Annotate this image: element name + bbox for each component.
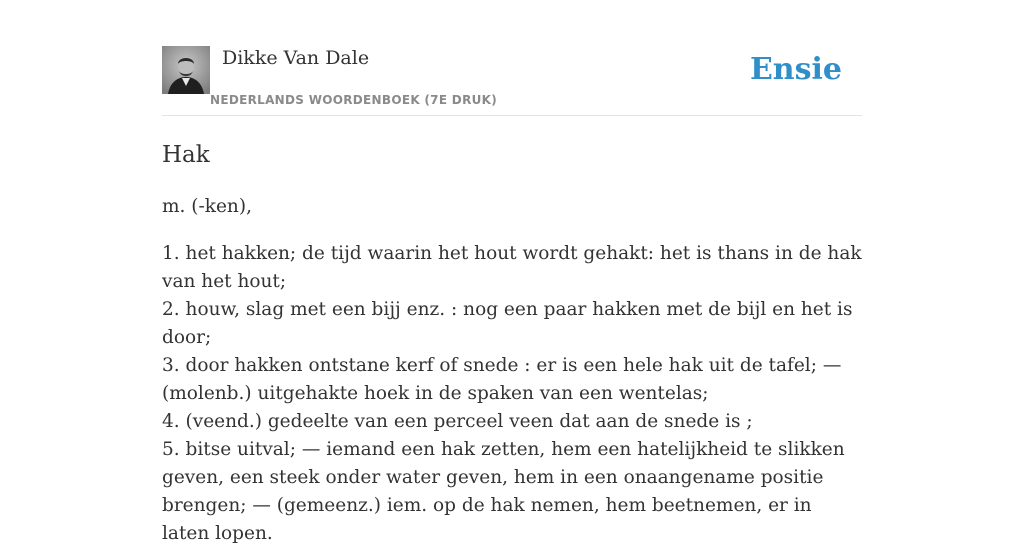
definition-item: 2. houw, slag met een bijj enz. : nog een paar hakken met de bijl en het is door;: [162, 299, 853, 348]
author-avatar[interactable]: [162, 46, 210, 94]
grammar-info: m. (-ken),: [162, 196, 252, 217]
definition-item: 5. bitse uitval; — iemand een hak zetten, hem een hatelijkheid te slikken geven, een steek onder water geven, hem in een onaangename positie brengen; — (gemeenz.) iem. op de hak nemen, hem beetnemen, er in laten lopen.: [162, 439, 845, 544]
ensie-logo-link[interactable]: Ensie: [749, 52, 842, 87]
avatar-portrait-image: [162, 46, 210, 94]
definition-item: 4. (veend.) gedeelte van een perceel veen dat aan de snede is ;: [162, 411, 753, 432]
author-name[interactable]: Dikke Van Dale: [222, 47, 370, 69]
definition-item: 3. door hakken ontstane kerf of snede : er is een hele hak uit de tafel; — (molenb.) uitgehakte hoek in de spaken van een wentelas;: [162, 355, 842, 404]
entry-content: [162, 193, 862, 548]
header: [162, 44, 862, 116]
definition-item: 1. het hakken; de tijd waarin het hout wordt gehakt: het is thans in de hak van het hout;: [162, 243, 862, 292]
headword-title: Hak: [162, 142, 210, 168]
definition-list: [162, 240, 862, 548]
source-label[interactable]: NEDERLANDS WOORDENBOEK (7E DRUK): [210, 93, 498, 107]
